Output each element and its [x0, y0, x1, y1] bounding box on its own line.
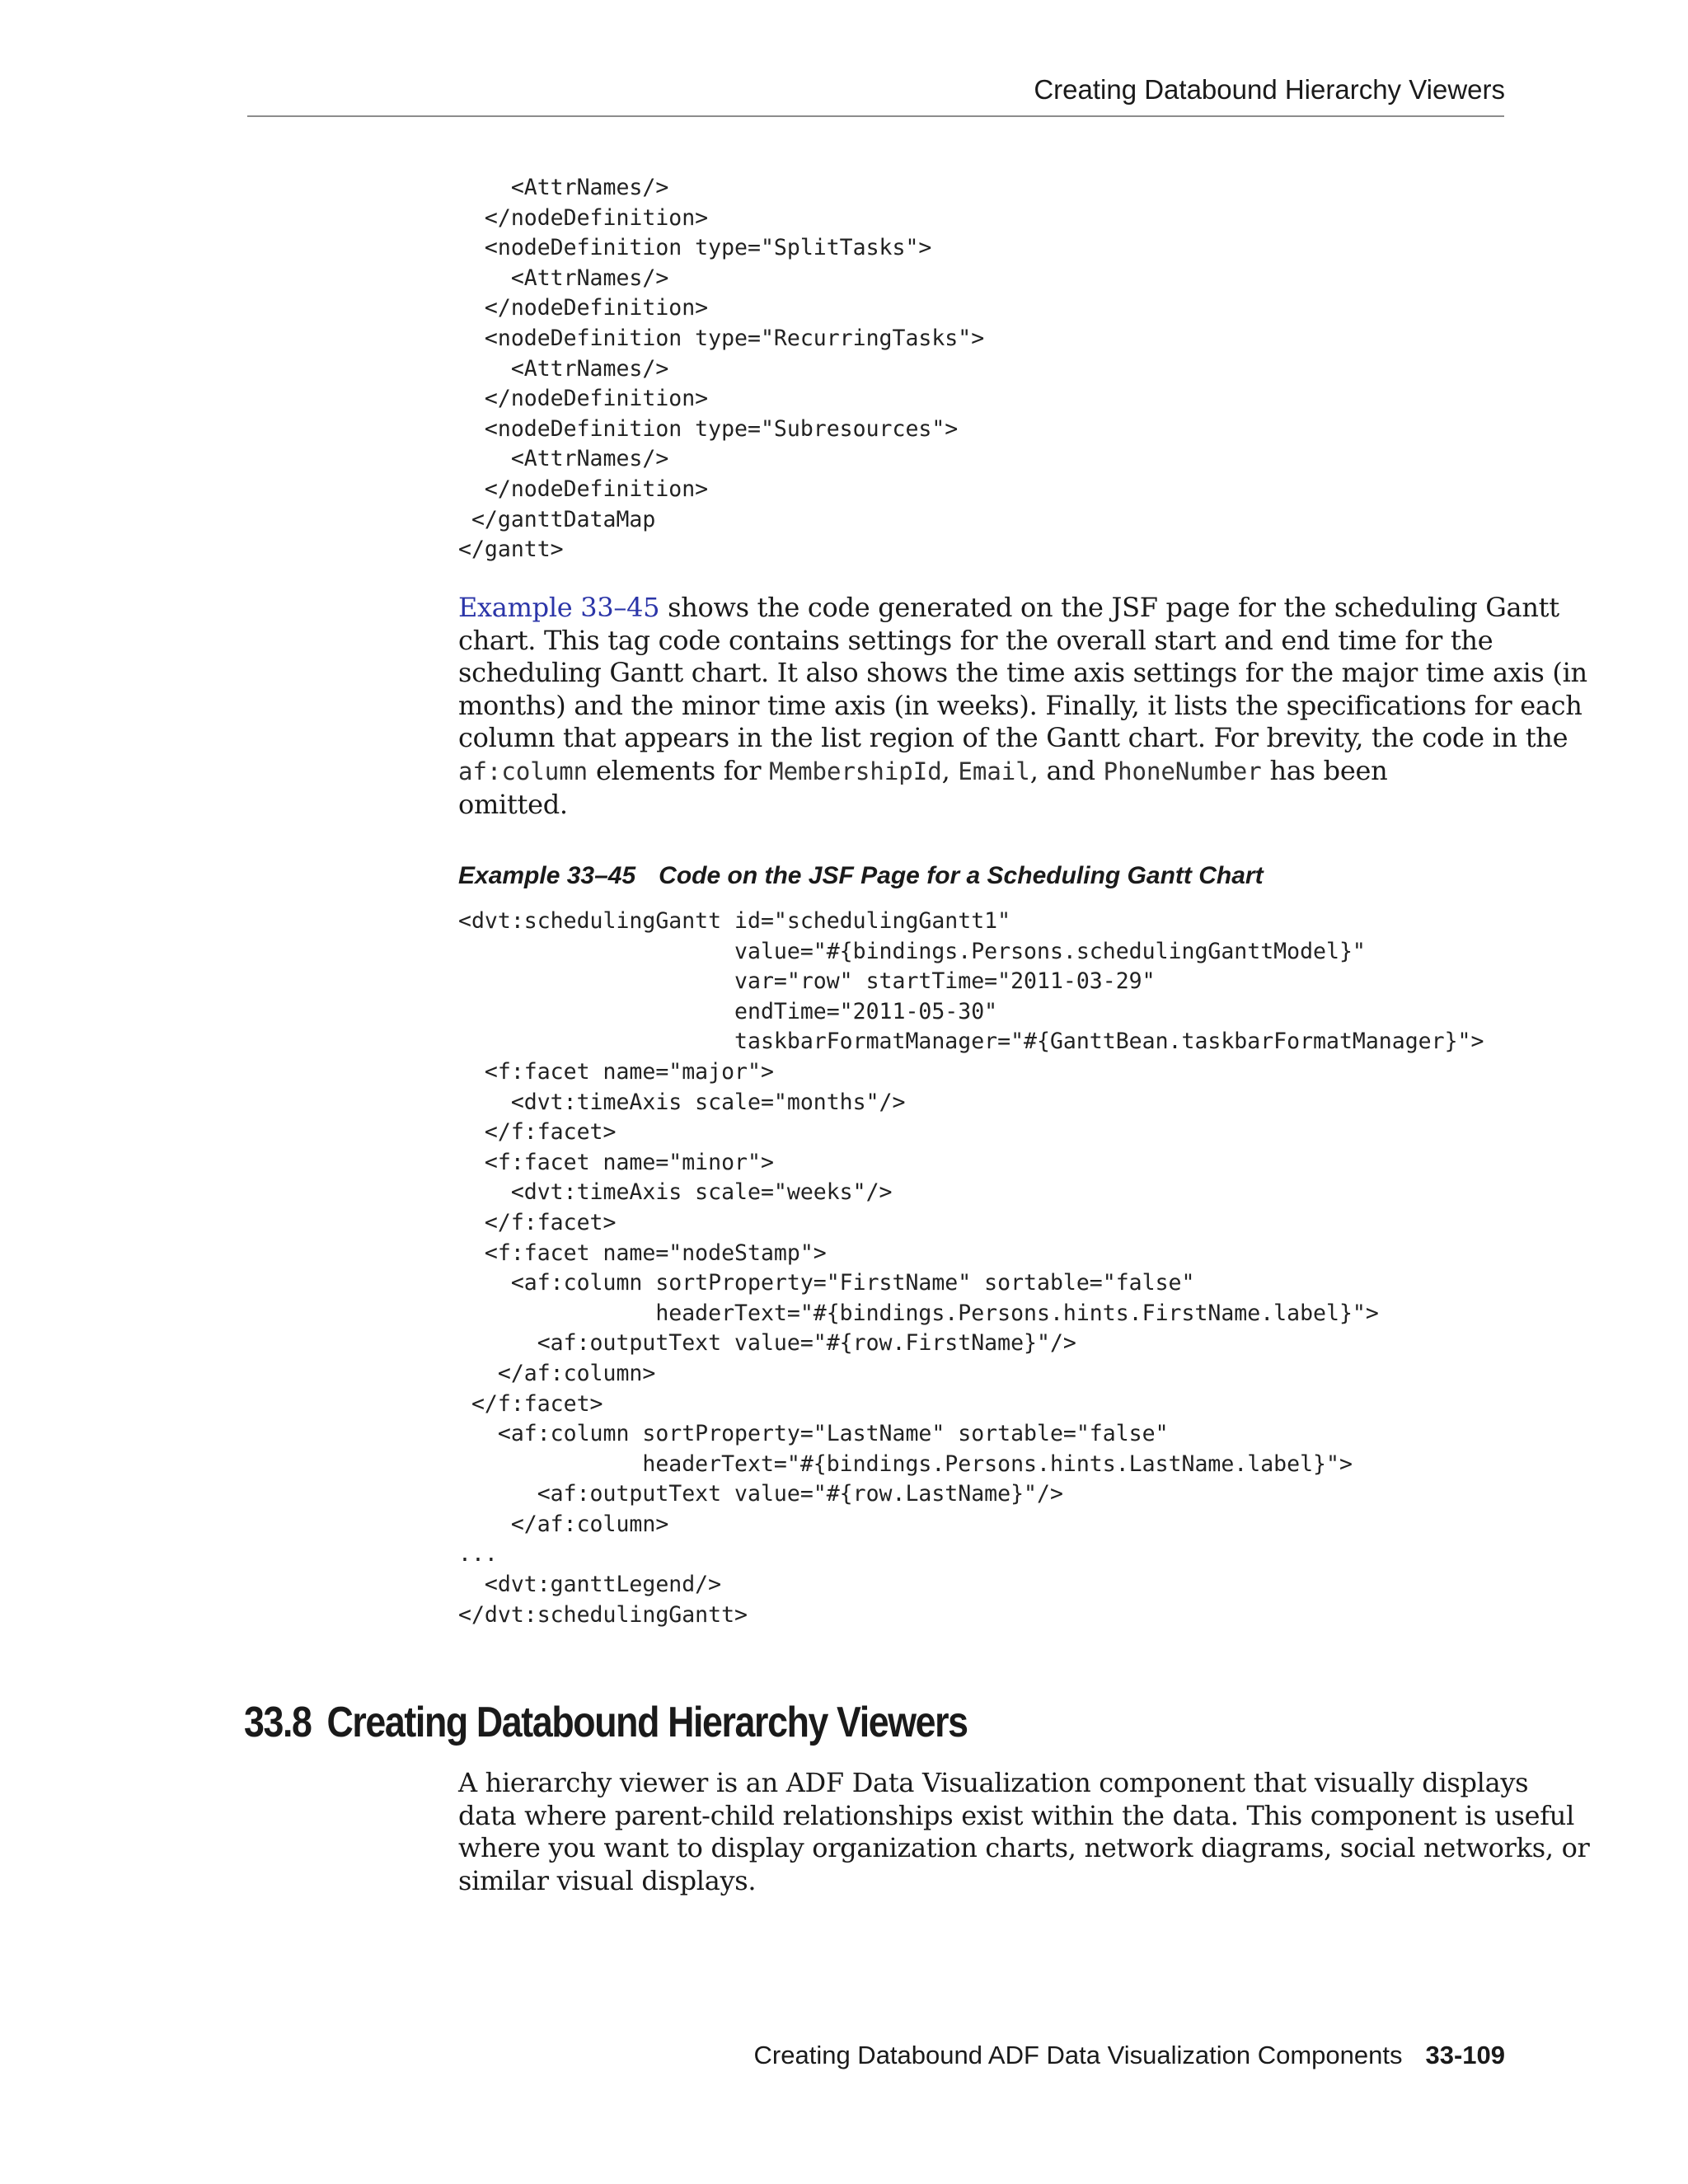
code-line: </ganttDataMap [458, 506, 656, 532]
code-line: headerText="#{bindings.Persons.hints.FirstName.label}"> [458, 1300, 1379, 1326]
inline-code: MembershipId [769, 757, 942, 785]
paragraph-text: , and [1029, 754, 1104, 786]
code-listing-continued [458, 173, 984, 565]
code-line: <af:column sortProperty="LastName" sortable="false" [458, 1421, 1169, 1447]
code-line: <AttrNames/> [458, 446, 669, 472]
section-heading [244, 1698, 968, 1747]
paragraph-line [458, 592, 1559, 625]
code-line: </gantt> [458, 537, 564, 563]
code-line: value="#{bindings.Persons.schedulingGanttModel}" [458, 938, 1366, 964]
code-line: <af:outputText value="#{row.FirstName}"/> [458, 1330, 1076, 1357]
code-line: </f:facet> [458, 1119, 617, 1146]
code-line: <AttrNames/> [458, 175, 669, 200]
code-line: <af:column sortProperty="FirstName" sortable="false" [458, 1270, 1195, 1296]
code-line: <f:facet name="minor"> [458, 1149, 774, 1175]
paragraph-text: has been [1261, 754, 1388, 786]
header-rule [247, 115, 1504, 117]
code-line: </f:facet> [458, 1390, 603, 1417]
paragraph-line: chart. This tag code contains settings for the overall start and end time for the [458, 624, 1493, 656]
code-line: <af:outputText value="#{row.LastName}"/> [458, 1481, 1063, 1507]
code-line: </nodeDefinition> [458, 204, 709, 231]
code-line: </af:column> [458, 1360, 656, 1386]
code-line: </nodeDefinition> [458, 295, 709, 321]
code-line: ... [458, 1541, 498, 1568]
inline-code: Email [958, 757, 1030, 785]
code-line: <nodeDefinition type="Subresources"> [458, 415, 959, 442]
example-label: Example 33–45 [458, 862, 636, 889]
paragraph-line: A hierarchy viewer is an ADF Data Visualization component that visually displays [458, 1767, 1529, 1798]
code-line: <f:facet name="major"> [458, 1058, 774, 1085]
inline-code: PhoneNumber [1103, 757, 1262, 785]
code-line: <AttrNames/> [458, 265, 669, 291]
code-line: var="row" startTime="2011-03-29" [458, 968, 1156, 995]
code-line: </af:column> [458, 1511, 669, 1537]
code-line: <dvt:schedulingGantt id="schedulingGantt1" [458, 908, 1011, 934]
section-number: 33.8 [244, 1699, 312, 1746]
code-line: taskbarFormatManager="#{GanttBean.taskbarFormatManager}"> [458, 1029, 1484, 1055]
body-paragraph-hierarchy-viewer [458, 1767, 1590, 1897]
code-line: </nodeDefinition> [458, 476, 709, 502]
paragraph-line: similar visual displays. [458, 1864, 757, 1896]
body-paragraph-example-intro [458, 592, 1587, 821]
code-line: <dvt:timeAxis scale="months"/> [458, 1089, 906, 1115]
code-line: <f:facet name="nodeStamp"> [458, 1240, 827, 1266]
example-cross-reference-link[interactable]: Example 33–45 [458, 592, 660, 623]
code-line: <nodeDefinition type="SplitTasks"> [458, 235, 932, 261]
footer-chapter-title: Creating Databound ADF Data Visualization Components [753, 2041, 1403, 2069]
code-line: </dvt:schedulingGantt> [458, 1601, 748, 1628]
paragraph-line: data where parent-child relationships exist within the data. This component is useful [458, 1799, 1575, 1831]
code-listing-example [458, 907, 1484, 1630]
section-title: Creating Databound Hierarchy Viewers [326, 1699, 968, 1746]
example-title: Code on the JSF Page for a Scheduling Gantt Chart [659, 862, 1264, 889]
paragraph-line: column that appears in the list region of the Gantt chart. For brevity, the code in the [458, 722, 1568, 754]
page-number: 33-109 [1425, 2041, 1505, 2069]
code-line: <AttrNames/> [458, 355, 669, 382]
paragraph-line: months) and the minor time axis (in weeks). Finally, it lists the specifications for each [458, 689, 1582, 721]
code-line: <dvt:ganttLegend/> [458, 1572, 722, 1598]
code-line: headerText="#{bindings.Persons.hints.LastName.label}"> [458, 1451, 1353, 1477]
paragraph-text: shows the code generated on the JSF page for the scheduling Gantt [659, 592, 1559, 623]
running-header: Creating Databound Hierarchy Viewers [1034, 74, 1505, 105]
paragraph-line [458, 755, 1505, 789]
paragraph-text: , [941, 754, 959, 786]
paragraph-line: omitted. [458, 788, 568, 820]
paragraph-line: where you want to display organization charts, network diagrams, social networks, or [458, 1832, 1590, 1864]
inline-code: af:column [458, 757, 588, 785]
paragraph-line: scheduling Gantt chart. It also shows the time axis settings for the major time axis (in [458, 657, 1587, 689]
code-line: endTime="2011-05-30" [458, 998, 998, 1024]
running-footer [754, 2041, 1505, 2070]
paragraph-text: elements for [588, 754, 770, 786]
example-caption [458, 862, 1264, 890]
code-line: </f:facet> [458, 1209, 617, 1235]
code-line: <dvt:timeAxis scale="weeks"/> [458, 1179, 893, 1206]
code-line: </nodeDefinition> [458, 386, 709, 412]
code-line: <nodeDefinition type="RecurringTasks"> [458, 325, 985, 351]
